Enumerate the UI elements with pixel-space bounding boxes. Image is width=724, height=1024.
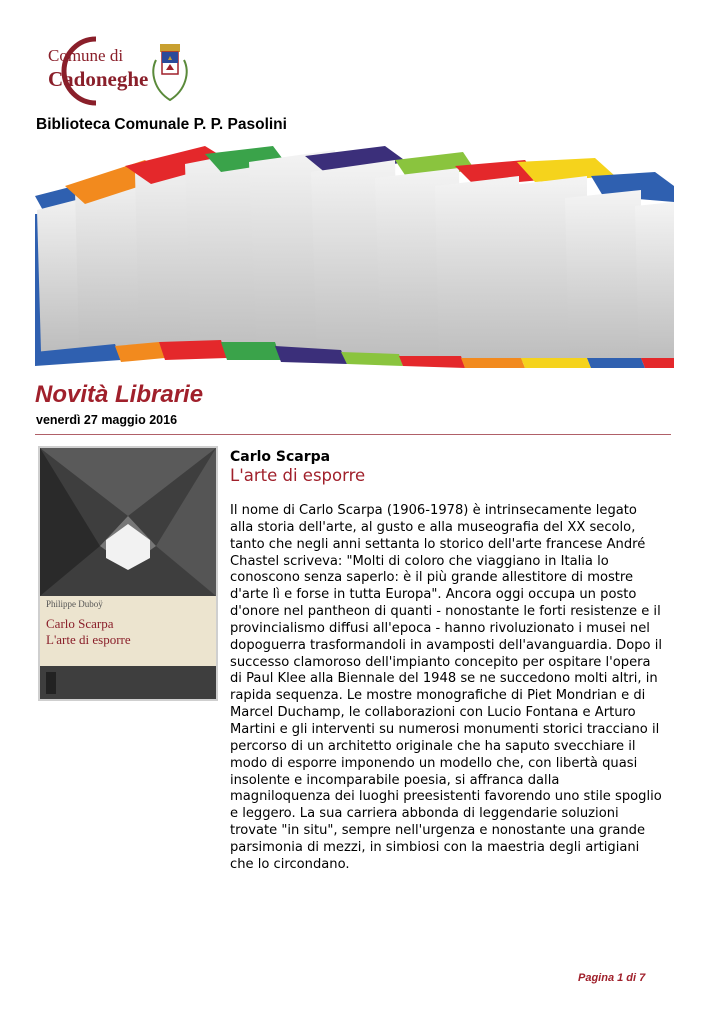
library-name: Biblioteca Comunale P. P. Pasolini: [36, 116, 287, 133]
page-number: Pagina 1 di 7: [578, 972, 646, 984]
coat-of-arms-icon: [153, 44, 186, 100]
cover-title-line2: L'arte di esporre: [46, 632, 131, 647]
publication-date: venerdì 27 maggio 2016: [36, 413, 178, 427]
logo-comune-text: Comune di: [48, 46, 124, 65]
divider: [35, 434, 671, 435]
logo-cadoneghe-text: Cadoneghe: [48, 67, 149, 91]
cover-title-line1: Carlo Scarpa: [46, 616, 114, 631]
book-description: Il nome di Carlo Scarpa (1906-1978) è intrinsecamente legato alla storia dell'arte, al gusto e alla museografia del XX secolo, tanto che negli anni settanta lo storico dell'arte francese André Chastel scriveva: "Molti di coloro che viaggiano in Italia lo conoscono senza saperlo: è il più grande allestitore di mostre d'arte lì e forse in tutta Europa". Ancora oggi occupa un posto d'onore nel pantheon di quanti - nonostante le forti resistenze e il provincialismo diffusi all'epoca - hanno rivoluzionato i musei nel dopoguerra trasformandoli in avamposti dell'avanguardia. Dopo il successo clamoroso dell'impianto concepito per ospitare l'opera di Paul Klee alla Biennale del 1948 se ne succedono molti altri, in rapida sequenza. Le mostre monografiche di Piet Mondrian e di Marcel Duchamp, le collaborazioni con Lucio Fontana e Arturo Martini e gli interventi su numerosi monumenti storici tracciano il percorso di un architetto originale che ha saputo svecchiare il modo di esporre imponendo un modello che, con libertà quasi insolente e incomparabile poesia, si affranca dalla magniloquenza dei luoghi preesistenti favorendo uno stile spoglio e leggero. La sua carriera abbonda di leggendarie soluzioni trovate "in situ", sempre nell'urgenza e nonostante una grande parsimonia di mezzi, in simbiosi con la maestria degli artigiani che lo circondano.: [230, 503, 663, 872]
book-title: L'arte di esporre: [230, 466, 366, 485]
cover-author: Philippe Duboÿ: [46, 599, 103, 609]
section-title: Novità Librarie: [35, 381, 204, 408]
book-cover-image: [38, 446, 218, 701]
book-author: Carlo Scarpa: [230, 449, 331, 465]
books-banner-image: [35, 146, 674, 372]
